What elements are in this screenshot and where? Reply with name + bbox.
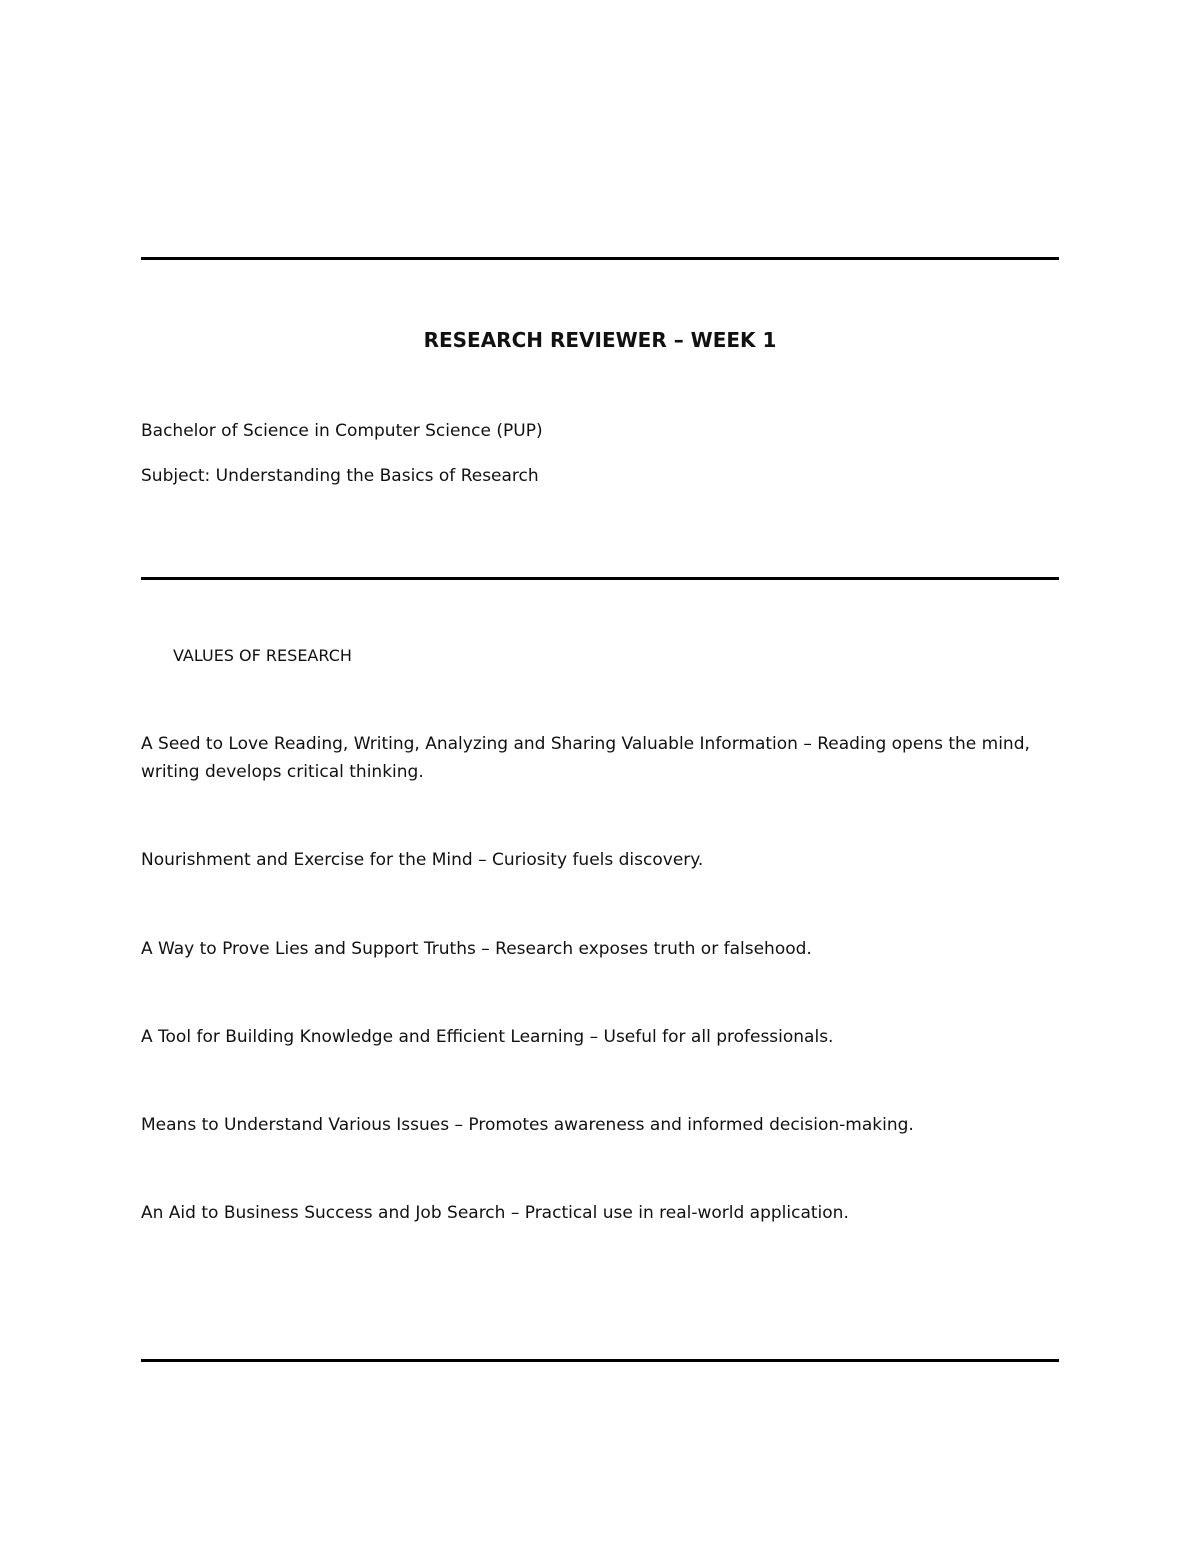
value-item [141,846,1071,874]
value-item-text: A Way to Prove Lies and Support Truths – Research exposes truth or falsehood. [141,939,812,959]
horizontal-rule-middle [141,577,1059,580]
program-line: Bachelor of Science in Computer Science (PUP) [141,421,543,441]
value-item [141,1023,1071,1051]
value-item [141,1199,1071,1227]
document-title: RESEARCH REVIEWER – WEEK 1 [423,328,777,352]
value-item-text: A Seed to Love Reading, Writing, Analyzing and Sharing Valuable Information – Reading opens the mind, [141,734,1030,754]
value-item-text-continued: writing develops critical thinking. [141,762,424,782]
value-item-text: Nourishment and Exercise for the Mind – Curiosity fuels discovery. [141,850,704,870]
subject-line: Subject: Understanding the Basics of Research [141,466,539,486]
horizontal-rule-bottom [141,1359,1059,1362]
value-item [141,935,1071,963]
value-item-text: A Tool for Building Knowledge and Efficient Learning – Useful for all professionals. [141,1027,834,1047]
horizontal-rule-top [141,257,1059,260]
section-heading: VALUES OF RESEARCH [173,646,352,665]
value-item-text: Means to Understand Various Issues – Promotes awareness and informed decision-making. [141,1115,914,1135]
value-item [141,1111,1071,1139]
value-item [141,730,1071,786]
value-item-text: An Aid to Business Success and Job Search – Practical use in real-world application. [141,1203,849,1223]
